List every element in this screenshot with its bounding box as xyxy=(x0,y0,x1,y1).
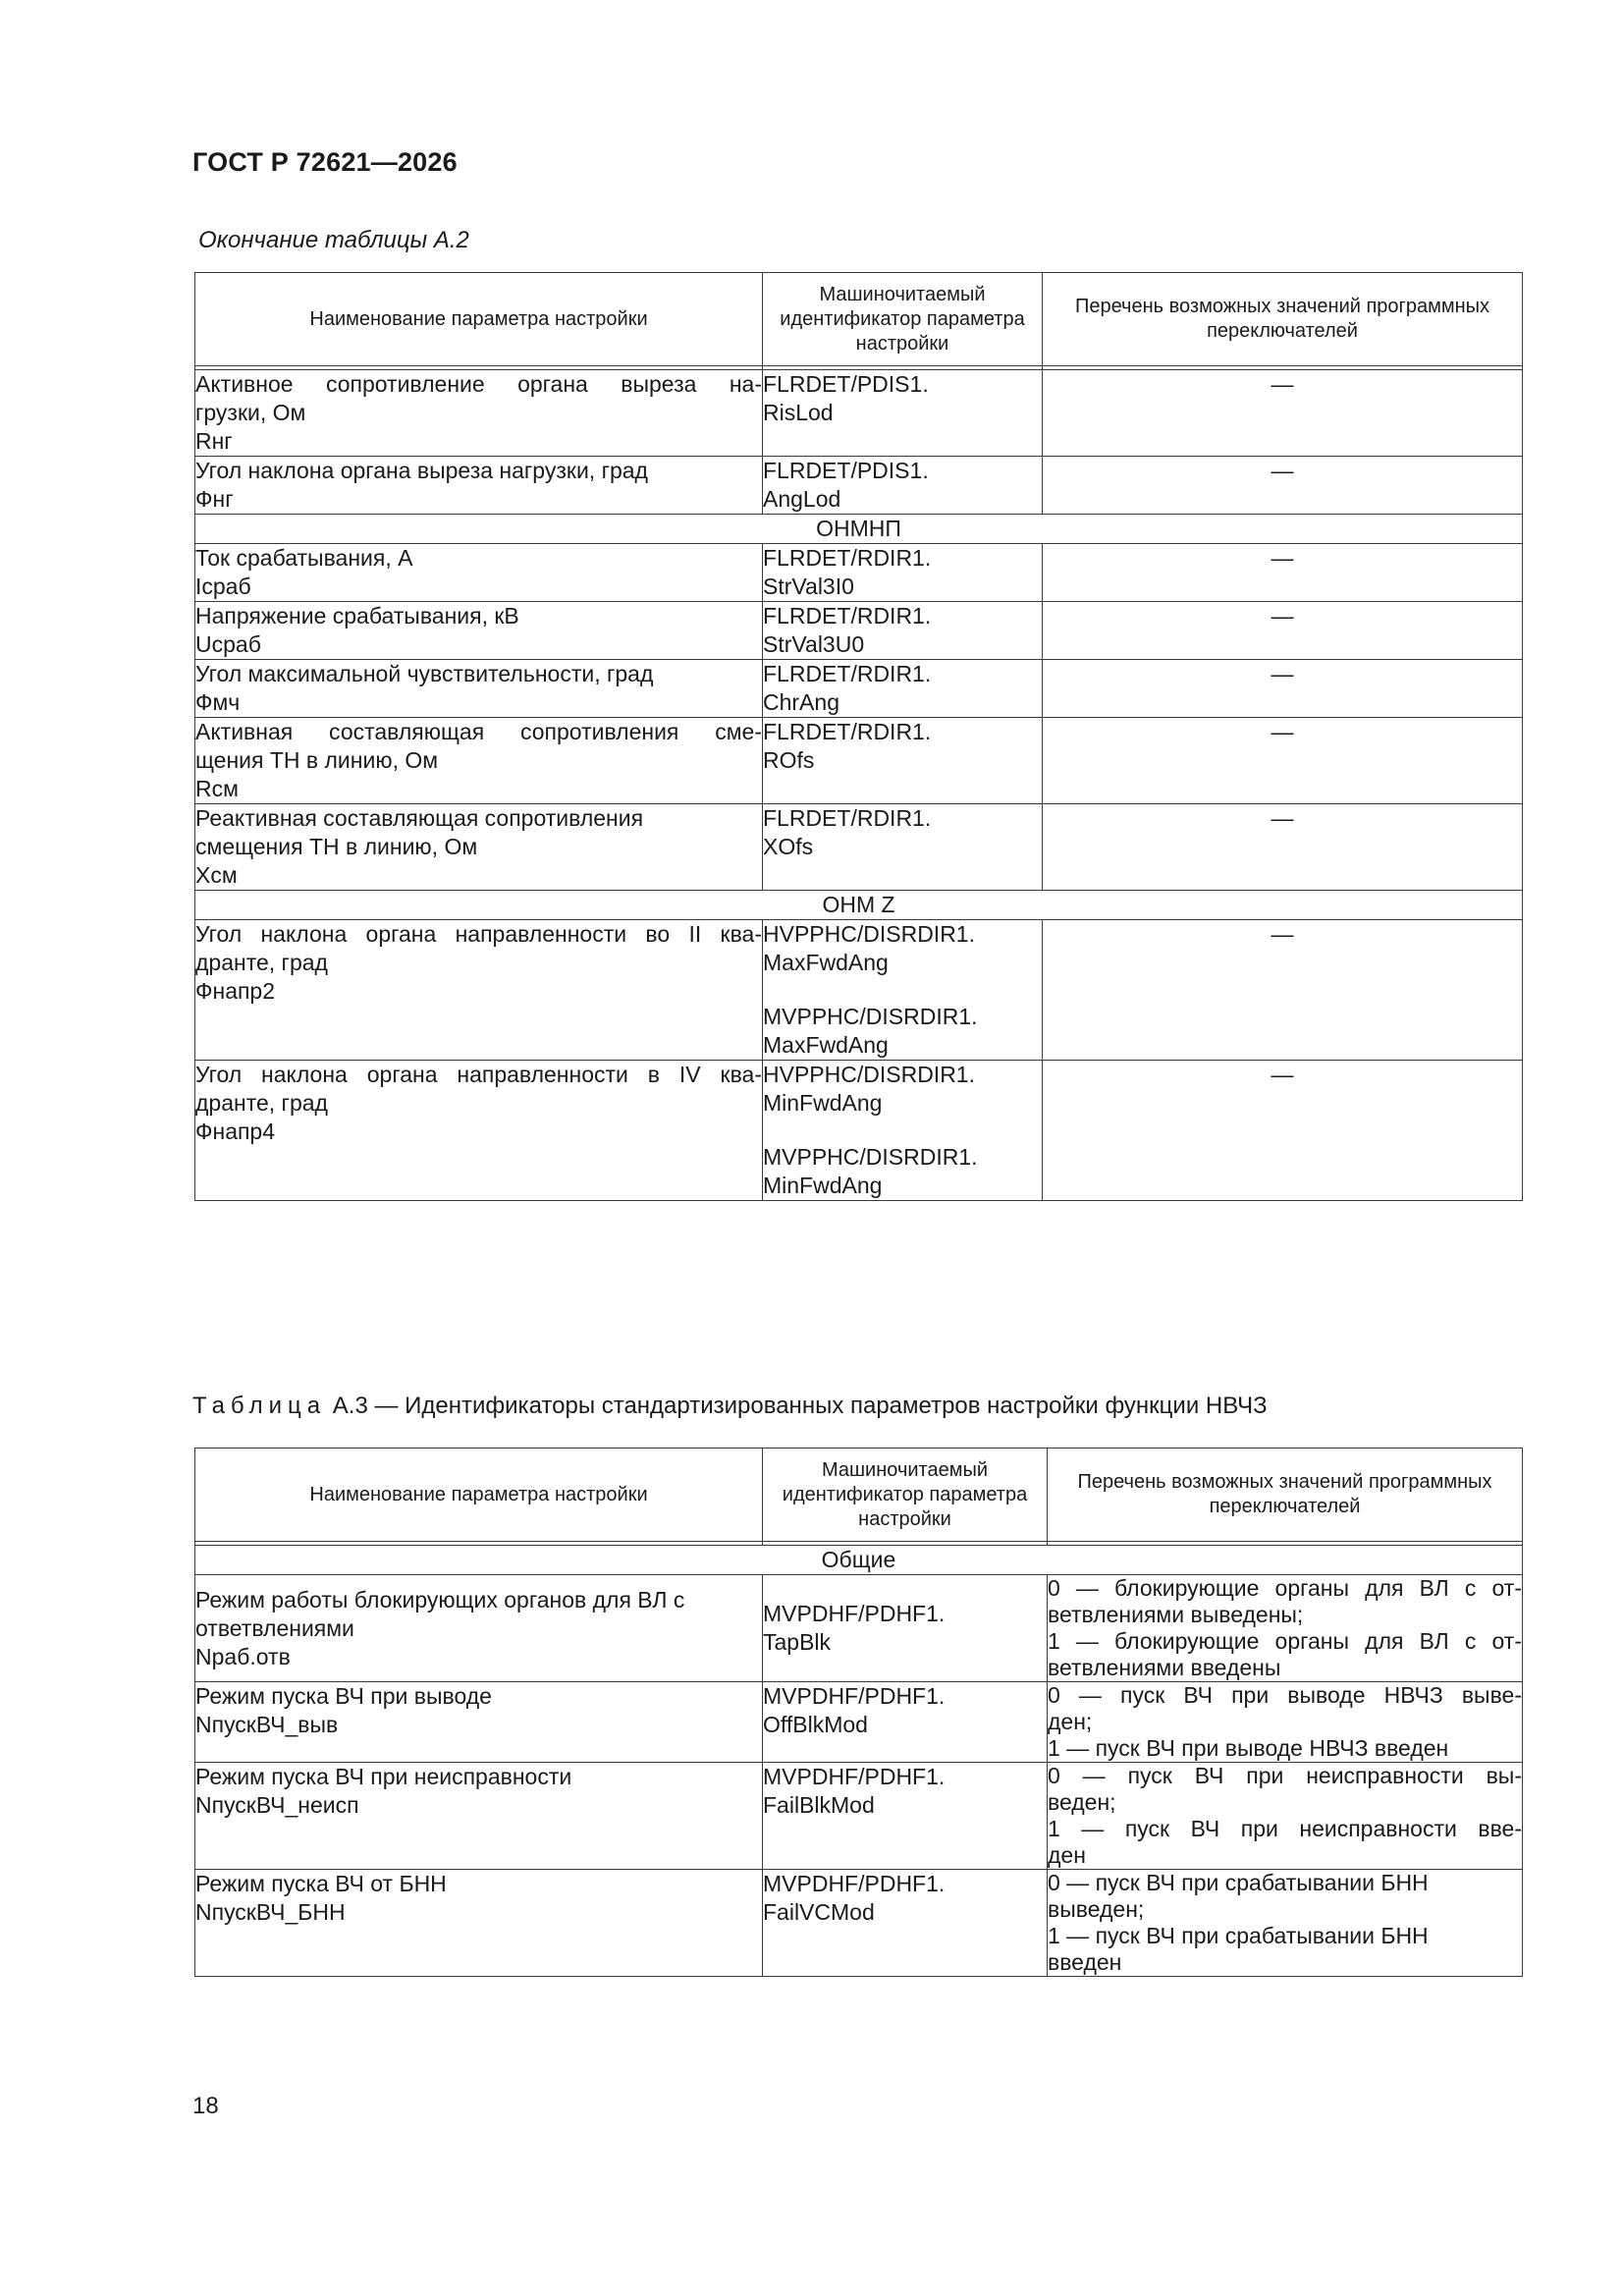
parameter-name-cell xyxy=(195,544,763,602)
cell-line: ден xyxy=(1048,1842,1086,1868)
cell-line: Реактивная составляющая сопротивления xyxy=(195,805,644,831)
cell-line: Iсраб xyxy=(195,574,251,599)
column-header-parameter-name: Наименование параметра настройки xyxy=(195,1449,763,1542)
cell-line: FLRDET/RDIR1. xyxy=(763,805,932,831)
cell-line: FLRDET/RDIR1. xyxy=(763,603,932,629)
cell-line: 1 — блокирующие органы для ВЛ с от- xyxy=(1048,1628,1522,1654)
cell-line: смещения ТН в линию, Ом xyxy=(195,834,478,859)
cell-line: OffBlkMod xyxy=(763,1712,868,1737)
values-cell: — xyxy=(1043,920,1523,1061)
cell-line: MVPDHF/PDHF1. xyxy=(763,1764,946,1789)
cell-line: грузки, Ом xyxy=(195,400,306,425)
cell-line: ChrAng xyxy=(763,689,839,715)
table-a3-caption xyxy=(192,1393,1268,1420)
cell-line: 0 — пуск ВЧ при выводе НВЧЗ выве- xyxy=(1048,1682,1522,1708)
cell-line: MVPPHC/DISRDIR1. xyxy=(763,1144,978,1170)
cell-line: FLRDET/RDIR1. xyxy=(763,661,932,686)
cell-line: FailVCMod xyxy=(763,1899,875,1925)
cell-line: MVPPHC/DISRDIR1. xyxy=(763,1004,978,1029)
cell-line: ответвлениями xyxy=(195,1614,354,1641)
cell-line: NпускВЧ_выв xyxy=(195,1712,339,1737)
cell-line: Фнапр2 xyxy=(195,978,276,1004)
values-cell xyxy=(1048,1575,1523,1682)
machine-id-cell xyxy=(763,370,1043,457)
table-row xyxy=(195,1763,1523,1870)
values-cell xyxy=(1048,1682,1523,1763)
parameter-name-cell xyxy=(195,1763,763,1870)
cell-line: Ток срабатывания, А xyxy=(195,545,413,571)
cell-line: TapBlk xyxy=(763,1629,832,1655)
parameter-name-cell xyxy=(195,370,763,457)
cell-line: дранте, град xyxy=(195,1090,328,1116)
cell-line: Режим пуска ВЧ при неисправности xyxy=(195,1764,572,1789)
table-row xyxy=(195,457,1523,515)
values-cell: — xyxy=(1043,602,1523,660)
cell-line: Nраб.отв xyxy=(195,1643,291,1669)
cell-line: Rнг xyxy=(195,428,233,454)
table-row xyxy=(195,660,1523,718)
cell-line: Угол наклона органа направленности во II ква- xyxy=(195,921,762,947)
machine-id-cell xyxy=(763,1061,1043,1201)
cell-line: выведен; xyxy=(1048,1896,1145,1922)
cell-line: 1 — пуск ВЧ при срабатывании БНН xyxy=(1048,1923,1429,1948)
machine-id-cell xyxy=(763,544,1043,602)
table-a2 xyxy=(194,272,1523,1201)
cell-line: Режим пуска ВЧ при выводе xyxy=(195,1683,492,1709)
parameter-name-cell xyxy=(195,457,763,515)
machine-id-cell xyxy=(763,1682,1048,1763)
parameter-name-cell xyxy=(195,1575,763,1682)
parameter-name-cell xyxy=(195,1061,763,1201)
values-cell: — xyxy=(1043,544,1523,602)
cell-line: Фнапр4 xyxy=(195,1119,276,1144)
table-a3-caption-title: А.3 — Идентификаторы стандартизированных параметров настройки функции НВЧЗ xyxy=(332,1393,1268,1419)
cell-line: Угол наклона органа выреза нагрузки, град xyxy=(195,458,648,483)
table-a3-caption-label: Таблица xyxy=(192,1393,327,1419)
cell-line: NпускВЧ_неисп xyxy=(195,1792,359,1818)
parameter-name-cell xyxy=(195,660,763,718)
machine-id-cell xyxy=(763,660,1043,718)
column-header-possible-values: Перечень возможных значений программных переключателей xyxy=(1048,1449,1523,1542)
cell-line: MaxFwdAng xyxy=(763,950,889,975)
cell-line: FLRDET/RDIR1. xyxy=(763,719,932,744)
machine-id-cell xyxy=(763,1575,1048,1682)
cell-line: XOfs xyxy=(763,834,814,859)
cell-line: введен xyxy=(1048,1949,1122,1975)
machine-id-cell xyxy=(763,1870,1048,1977)
cell-line: FLRDET/PDIS1. xyxy=(763,458,929,483)
cell-line: Режим пуска ВЧ от БНН xyxy=(195,1871,447,1896)
cell-line: ден; xyxy=(1048,1709,1093,1734)
parameter-name-cell xyxy=(195,718,763,804)
parameter-name-cell xyxy=(195,1682,763,1763)
parameter-name-cell xyxy=(195,602,763,660)
table-row xyxy=(195,718,1523,804)
parameter-name-cell xyxy=(195,920,763,1061)
cell-line: Фнг xyxy=(195,486,234,512)
section-row: ОНМНП xyxy=(195,515,1523,544)
table-a3 xyxy=(194,1448,1523,1977)
values-cell xyxy=(1048,1763,1523,1870)
machine-id-cell xyxy=(763,920,1043,1061)
values-cell: — xyxy=(1043,660,1523,718)
cell-line: Напряжение срабатывания, кВ xyxy=(195,603,519,629)
column-header-machine-id: Машиночитаемый идентификатор параметра настройки xyxy=(763,273,1043,366)
cell-line: Режим работы блокирующих органов для ВЛ с xyxy=(195,1586,685,1613)
cell-line: MinFwdAng xyxy=(763,1173,883,1198)
column-header-parameter-name: Наименование параметра настройки xyxy=(195,273,763,366)
cell-line: MaxFwdAng xyxy=(763,1032,889,1058)
cell-line: StrVal3U0 xyxy=(763,631,865,657)
section-row: ОНМ Z xyxy=(195,891,1523,920)
machine-id-cell xyxy=(763,602,1043,660)
values-cell: — xyxy=(1043,457,1523,515)
values-cell: — xyxy=(1043,370,1523,457)
table-row xyxy=(195,1870,1523,1977)
column-header-possible-values: Перечень возможных значений программных переключателей xyxy=(1043,273,1523,366)
cell-line: RisLod xyxy=(763,400,834,425)
table-row xyxy=(195,804,1523,891)
cell-line: веден; xyxy=(1048,1789,1116,1815)
table-row xyxy=(195,920,1523,1061)
cell-line: Угол максимальной чувствительности, град xyxy=(195,661,654,686)
cell-line: MinFwdAng xyxy=(763,1090,883,1116)
table-row xyxy=(195,1575,1523,1682)
cell-line: дранте, град xyxy=(195,950,328,975)
cell-line: ветвлениями введены xyxy=(1048,1655,1281,1680)
cell-line: MVPDHF/PDHF1. xyxy=(763,1601,946,1626)
document-code: ГОСТ Р 72621—2026 xyxy=(192,147,458,177)
cell-line: ветвлениями выведены; xyxy=(1048,1602,1304,1627)
values-cell xyxy=(1048,1870,1523,1977)
line-gap xyxy=(763,977,1042,1003)
table-a2-continuation-caption: Окончание таблицы А.2 xyxy=(198,227,469,253)
machine-id-cell xyxy=(763,718,1043,804)
cell-line: HVPPHC/DISRDIR1. xyxy=(763,1062,975,1087)
cell-line: 1 — пуск ВЧ при выводе НВЧЗ введен xyxy=(1048,1735,1449,1761)
values-cell: — xyxy=(1043,718,1523,804)
parameter-name-cell xyxy=(195,804,763,891)
cell-line: Rсм xyxy=(195,776,239,801)
cell-line: Активная составляющая сопротивления сме- xyxy=(195,719,762,744)
cell-line: щения ТН в линию, Ом xyxy=(195,747,439,773)
table-row xyxy=(195,1682,1523,1763)
machine-id-cell xyxy=(763,1763,1048,1870)
table-row xyxy=(195,370,1523,457)
cell-line: HVPPHC/DISRDIR1. xyxy=(763,921,975,947)
parameter-name-cell xyxy=(195,1870,763,1977)
cell-line: MVPDHF/PDHF1. xyxy=(763,1871,946,1896)
values-cell: — xyxy=(1043,1061,1523,1201)
cell-line: FailBlkMod xyxy=(763,1792,875,1818)
cell-line: MVPDHF/PDHF1. xyxy=(763,1683,946,1709)
machine-id-cell xyxy=(763,804,1043,891)
cell-line: Xсм xyxy=(195,862,238,888)
cell-line: AngLod xyxy=(763,486,841,512)
line-gap xyxy=(763,1118,1042,1143)
cell-line: Активное сопротивление органа выреза на- xyxy=(195,371,762,397)
table-row xyxy=(195,544,1523,602)
cell-line: 1 — пуск ВЧ при неисправности вве- xyxy=(1048,1816,1522,1841)
table-row xyxy=(195,1061,1523,1201)
machine-id-cell xyxy=(763,457,1043,515)
values-cell: — xyxy=(1043,804,1523,891)
column-header-machine-id: Машиночитаемый идентификатор параметра настройки xyxy=(763,1449,1048,1542)
cell-line: FLRDET/PDIS1. xyxy=(763,371,929,397)
cell-line: 0 — пуск ВЧ при срабатывании БНН xyxy=(1048,1870,1429,1895)
cell-line: 0 — блокирующие органы для ВЛ с от- xyxy=(1048,1575,1522,1601)
cell-line: NпускВЧ_БНН xyxy=(195,1899,346,1925)
cell-line: Угол наклона органа направленности в IV ква- xyxy=(195,1062,762,1087)
cell-line: Фмч xyxy=(195,689,241,715)
table-row xyxy=(195,602,1523,660)
section-row-general: Общие xyxy=(195,1546,1523,1575)
cell-line: StrVal3I0 xyxy=(763,574,854,599)
cell-line: 0 — пуск ВЧ при неисправности вы- xyxy=(1048,1763,1522,1788)
page-number: 18 xyxy=(192,2093,219,2119)
cell-line: FLRDET/RDIR1. xyxy=(763,545,932,571)
cell-line: Uсраб xyxy=(195,631,261,657)
cell-line: ROfs xyxy=(763,747,815,773)
